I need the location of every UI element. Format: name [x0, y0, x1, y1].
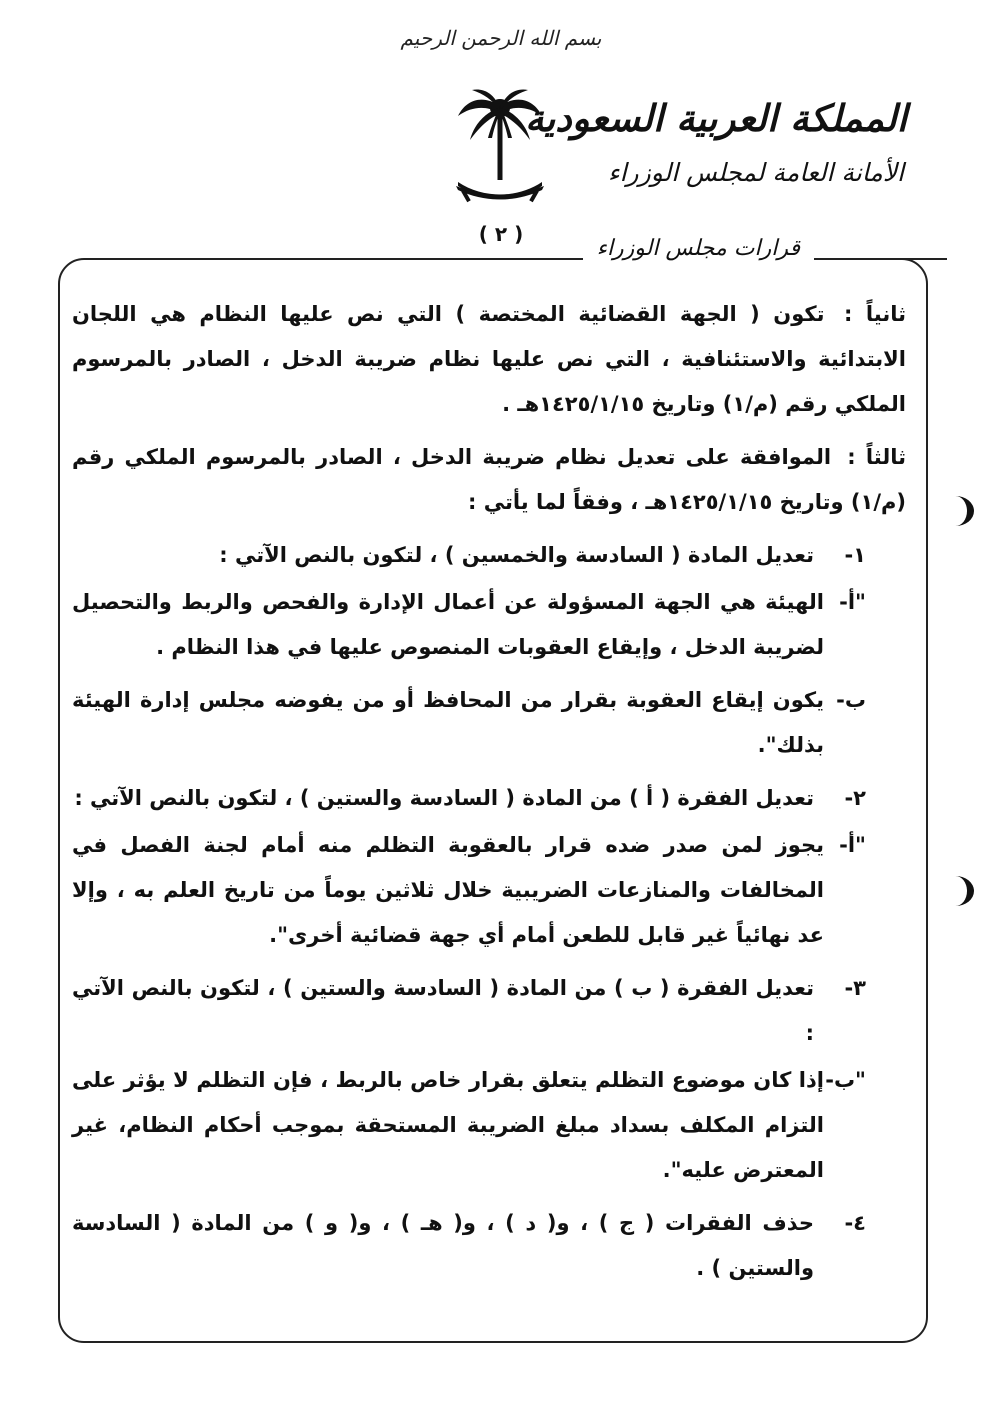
- item-number: ٤-: [844, 1211, 866, 1235]
- list-item: [72, 966, 866, 1056]
- sub-item: [72, 678, 906, 768]
- item-number: ١-: [844, 543, 866, 567]
- item-text: حذف الفقرات ( ج ) ، و( د ) ، و( هـ ) ، و( و ) من المادة ( السادسة والستين ) .: [72, 1211, 814, 1280]
- binder-hole-mark: [937, 496, 974, 526]
- paragraph-text: الموافقة على تعديل نظام ضريبة الدخل ، الصادر بالمرسوم الملكي رقم (م/١) وتاريخ ١٤٢٥/١/١٥هـ ، وفقاً لما يأتي :: [72, 445, 906, 514]
- document-body: [72, 292, 906, 1293]
- paragraph-text: تكون ( الجهة القضائية المختصة ) التي نص عليها النظام هي اللجان الابتدائية والاستئنافية ، التي نص عليها نظام ضريبة الدخل ، الصادر بالمرسوم الملكي رقم (م/١) وتاريخ ١٤٢٥/١/١٥هـ .: [72, 302, 906, 416]
- section-title: قرارات مجلس الوزراء: [583, 236, 814, 261]
- item-text: تعديل المادة ( السادسة والخمسين ) ، لتكون بالنص الآتي :: [219, 543, 814, 567]
- basmala: بسم الله الرحمن الرحيم: [400, 26, 602, 50]
- item-text: تعديل الفقرة ( ب ) من المادة ( السادسة والستين ) ، لتكون بالنص الآتي :: [72, 976, 814, 1045]
- paragraph-label: ثانياً :: [844, 302, 907, 326]
- sub-item-text: إذا كان موضوع التظلم يتعلق بقرار خاص بالربط ، فإن التظلم لا يؤثر على التزام المكلف بسداد مبلغ الضريبة المستحقة بموجب أحكام النظام، غير المعترض عليه".: [72, 1068, 824, 1182]
- item-number: ٣-: [844, 976, 866, 1000]
- binder-hole-mark: [937, 876, 974, 906]
- item-text: تعديل الفقرة ( أ ) من المادة ( السادسة والستين ) ، لتكون بالنص الآتي :: [74, 786, 814, 810]
- paragraph-label: ثالثاً :: [847, 445, 906, 469]
- item-number: ٢-: [844, 786, 866, 810]
- list-item: [72, 533, 866, 578]
- sub-item: [72, 823, 906, 958]
- sub-item-text: يكون إيقاع العقوبة بقرار من المحافظ أو من يفوضه مجلس إدارة الهيئة بذلك".: [72, 688, 824, 757]
- amendment-list: [72, 533, 906, 578]
- paragraph-second: [72, 292, 906, 427]
- amendment-list: [72, 1201, 906, 1291]
- sub-item-letter: ب-: [836, 688, 866, 712]
- sub-item: [72, 1058, 906, 1193]
- sub-item-letter: "أ-: [839, 833, 866, 857]
- sub-item: [72, 580, 906, 670]
- list-item: [72, 1201, 866, 1291]
- sub-item-text: يجوز لمن صدر ضده قرار بالعقوبة التظلم منه أمام لجنة الفصل في المخالفات والمنازعات الضريبية خلال ثلاثين يوماً من تاريخ العلم به ، وإلا عد نهائياً غير قابل للطعن أمام أي جهة قضائية أخرى".: [72, 833, 824, 947]
- amendment-list: [72, 776, 906, 821]
- sub-item-text: الهيئة هي الجهة المسؤولة عن أعمال الإدارة والفحص والربط والتحصيل لضريبة الدخل ، وإيقاع العقوبات المنصوص عليها في هذا النظام .: [72, 590, 824, 659]
- sub-item-letter: "أ-: [839, 590, 866, 614]
- header-rule: [827, 258, 947, 260]
- paragraph-third: [72, 435, 906, 525]
- amendment-list: [72, 966, 906, 1056]
- secretariat-title: الأمانة العامة لمجلس الوزراء: [607, 158, 904, 187]
- sub-item-letter: "ب-: [825, 1068, 866, 1092]
- page-number: ( ٢ ): [478, 222, 524, 246]
- kingdom-title: المملكة العربية السعودية: [525, 96, 907, 140]
- list-item: [72, 776, 866, 821]
